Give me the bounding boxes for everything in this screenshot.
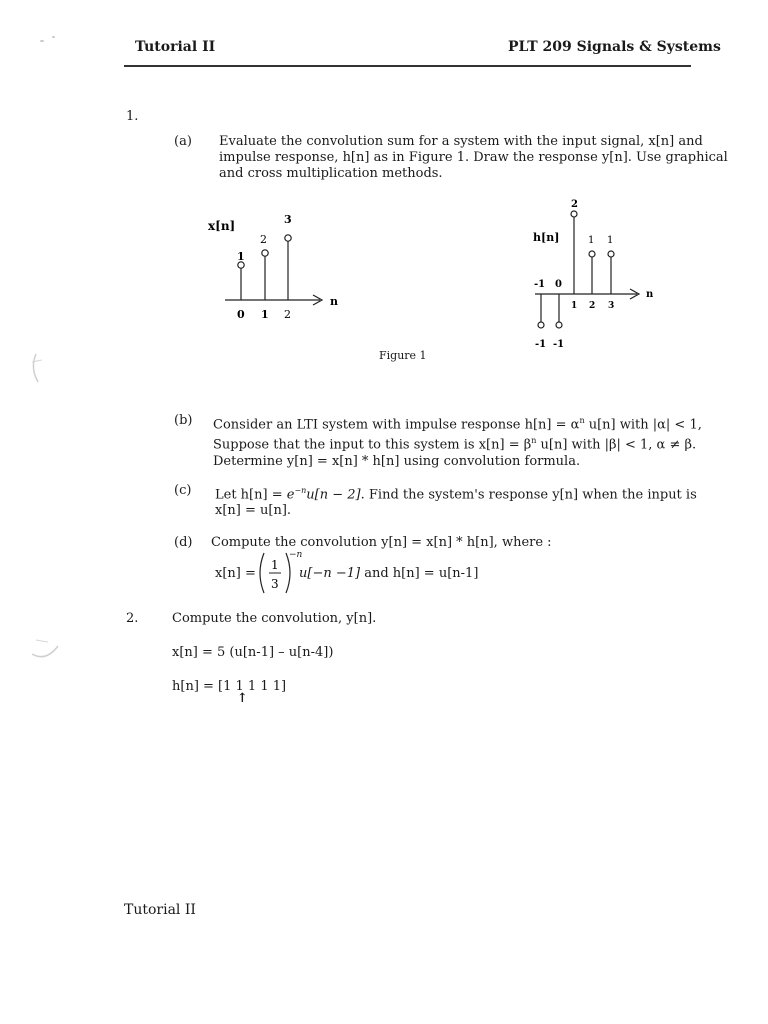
- part-c-line: x[n] = u[n].: [215, 503, 292, 519]
- part-c-label: (c): [174, 483, 192, 498]
- x-value-label: 3: [284, 213, 292, 226]
- part-a-label: (a): [174, 134, 192, 149]
- h-upper-tick: -1: [534, 279, 546, 290]
- scan-mark: [28, 350, 58, 386]
- math-e: e: [286, 487, 295, 503]
- question-2-text: Compute the convolution, y[n].: [172, 611, 377, 626]
- h-mid-label: 1: [588, 235, 595, 246]
- left-paren: [260, 553, 264, 593]
- scan-speck: [52, 36, 55, 38]
- x-value-label: 2: [260, 233, 267, 246]
- h-lower-tick: 1: [571, 301, 578, 311]
- part-d-rest: [299, 566, 478, 582]
- question-2-number: 2.: [126, 611, 139, 626]
- math-term: u[n − 2]: [306, 487, 361, 503]
- footer-text: Tutorial II: [124, 902, 196, 918]
- part-b-text: [213, 413, 702, 470]
- q2-h-equation: h[n] = [1 1 1 1 1]: [172, 679, 287, 694]
- h-stem-3-marker: [608, 251, 614, 257]
- h-lower-tick: 3: [608, 301, 615, 311]
- part-a-text: [219, 134, 728, 182]
- q2-x-equation: x[n] = 5 (u[n-1] – u[n-4]): [172, 645, 334, 660]
- x-plot-title: x[n]: [208, 219, 236, 233]
- h-stem-0-marker: [556, 322, 562, 328]
- question-1-number: 1.: [126, 109, 139, 124]
- h-stem-plot: [525, 195, 665, 355]
- math-term: u[−n −1]: [299, 566, 361, 581]
- fraction-denominator: 3: [271, 577, 279, 591]
- part-a-line: and cross multiplication methods.: [219, 166, 443, 181]
- text-run: Suppose that the input to this system is x[n] = β: [213, 437, 532, 453]
- h-stem-2-marker: [589, 251, 595, 257]
- origin-arrow-icon: ↑: [237, 691, 248, 706]
- text-run: u[n] with |β| < 1, α ≠ β.: [536, 437, 697, 453]
- text-run: u[n] with |α| < 1,: [584, 417, 702, 433]
- part-b-label: (b): [174, 413, 193, 428]
- h-top-label: 2: [571, 199, 578, 210]
- part-a-line: Evaluate the convolution sum for a system with the input signal, x[n] and: [219, 134, 703, 149]
- header-right: PLT 209 Signals & Systems: [508, 39, 721, 55]
- header-left: Tutorial II: [135, 39, 216, 55]
- exponent: −n: [289, 550, 303, 560]
- text-run: Consider an LTI system with impulse response h[n] = α: [213, 417, 580, 433]
- superscript: n: [579, 416, 585, 425]
- h-mid-label: 1: [607, 235, 614, 246]
- text-run: . Find the system's response y[n] when the input is: [360, 487, 697, 503]
- part-d-label: (d): [174, 535, 193, 550]
- h-bottom-label: -1: [535, 339, 547, 350]
- x-tick-label: 0: [237, 308, 245, 321]
- h-upper-tick: 0: [555, 279, 562, 290]
- h-bottom-label: -1: [553, 339, 565, 350]
- x-stem-1-marker: [262, 250, 268, 256]
- part-d-x-equation: x[n] =: [215, 566, 256, 581]
- scan-speck: [40, 40, 44, 42]
- part-a-line: impulse response, h[n] as in Figure 1. Draw the response y[n]. Use graphical: [219, 150, 728, 165]
- scan-mark: [28, 632, 64, 662]
- text-run: Let h[n] =: [215, 487, 287, 503]
- h-axis-n-label: n: [646, 289, 654, 300]
- figure-caption: Figure 1: [379, 349, 427, 362]
- h-stem-1-marker: [571, 211, 577, 217]
- part-c-text: [215, 483, 697, 519]
- h-lower-tick: 2: [589, 301, 596, 311]
- x-value-label: 1: [237, 250, 245, 263]
- part-c-line: [215, 483, 697, 503]
- x-axis-n-label: n: [330, 295, 338, 308]
- x-stem-2-marker: [285, 235, 291, 241]
- h-stem-neg1-marker: [538, 322, 544, 328]
- x-tick-label: 2: [284, 308, 291, 321]
- header-rule: [124, 65, 691, 67]
- part-b-line: [213, 413, 702, 433]
- superscript: −n: [294, 486, 307, 495]
- x-stem-plot: [200, 205, 350, 330]
- x-tick-label: 1: [261, 308, 269, 321]
- part-b-line: [213, 433, 702, 453]
- part-b-line: Determine y[n] = x[n] * h[n] using convolution formula.: [213, 453, 581, 469]
- text-run: and h[n] = u[n-1]: [360, 566, 479, 581]
- fraction-numerator: 1: [271, 558, 279, 572]
- part-d-line1: Compute the convolution y[n] = x[n] * h[n], where :: [211, 535, 552, 550]
- h-plot-title: h[n]: [533, 231, 560, 244]
- superscript: n: [531, 436, 537, 446]
